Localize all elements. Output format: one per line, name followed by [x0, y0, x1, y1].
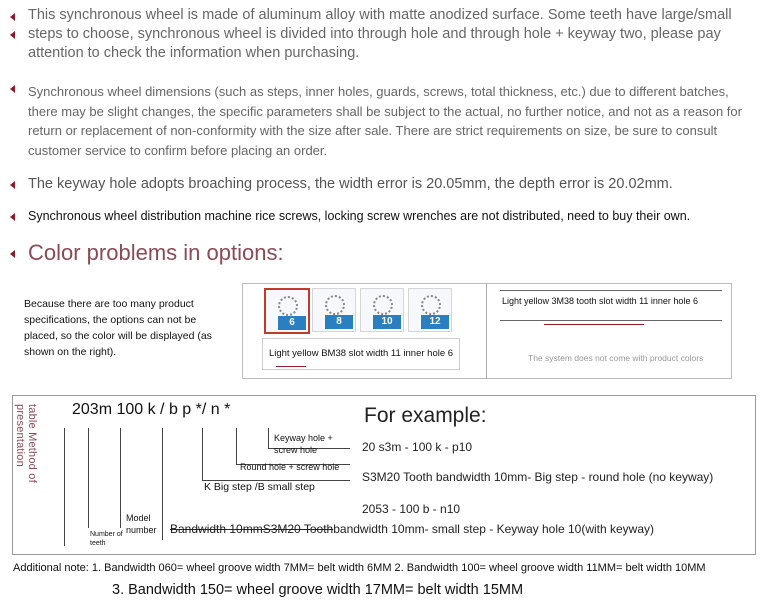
gear-icon: [278, 296, 298, 316]
table-vertical-label: table Method of presentation: [14, 404, 38, 483]
gear-icon: [421, 295, 441, 315]
color-note: Because there are too many product specifications, the options can not be placed, so the color will be displayed (as shown on the right).: [24, 298, 212, 358]
example-heading: For example:: [364, 404, 487, 427]
struck-text: Bandwidth 10mmS3M20 Tooth: [170, 522, 334, 536]
divider-line: [500, 320, 722, 321]
label-step: K Big step /B small step: [204, 481, 315, 493]
thumbnail-badge: 6: [278, 316, 306, 330]
option-thumbnail[interactable]: [360, 288, 404, 332]
example-line: 2053 - 100 b - n10: [362, 502, 461, 516]
thumbnail-badge: 10: [373, 315, 401, 329]
paragraph-screws: Synchronous wheel distribution machine rice screws, locking screw wrenches are not distributed, need to buy their own.: [28, 209, 691, 223]
gear-icon: [325, 295, 345, 315]
bullet-icon: [10, 31, 15, 39]
thumbnail-badge: 12: [421, 315, 449, 329]
additional-note: Additional note: 1. Bandwidth 060= wheel groove width 7MM= belt width 6MM 2. Bandwidth 100= wheel groove width 11MM= belt width 10MM: [13, 562, 706, 574]
bullet-icon: [10, 85, 15, 93]
divider: [486, 283, 487, 379]
bracket-line: [268, 428, 269, 448]
label-round-hole: Round hole + screw hole: [240, 462, 340, 472]
bracket-line: [88, 428, 89, 528]
option-thumbnail[interactable]: [312, 288, 356, 332]
option-chip-right: Light yellow 3M38 tooth slot width 11 inner hole 6: [502, 296, 698, 306]
thumbnail-badge: 8: [325, 315, 353, 329]
bracket-line: [64, 428, 65, 546]
bracket-line: [202, 428, 203, 480]
bullet-icon: [10, 13, 15, 21]
bracket-line: [162, 428, 163, 540]
example-line-bottom: [170, 522, 654, 536]
bracket-line: [120, 428, 121, 528]
pointer-line: [544, 324, 644, 325]
label-keyway: Keyway hole + screw hole: [274, 433, 333, 455]
paragraph-keyway: The keyway hole adopts broaching process, the width error is 20.05mm, the depth error is 20.02mm.: [28, 176, 673, 192]
divider-line: [500, 290, 722, 291]
label-model: Model number: [126, 513, 157, 535]
option-thumbnail[interactable]: [408, 288, 452, 332]
gear-icon: [373, 295, 393, 315]
option-chip-left[interactable]: Light yellow BM38 slot width 11 inner hole 6: [262, 338, 460, 370]
bracket-line: [236, 428, 237, 464]
label-teeth: Number of teeth: [90, 531, 123, 547]
bullet-icon: [10, 250, 15, 258]
bullet-icon: [10, 181, 15, 189]
section-heading: Color problems in options:: [28, 240, 284, 265]
underline: [276, 366, 306, 367]
additional-note-3: 3. Bandwidth 150= wheel groove width 17MM= belt width 15MM: [112, 582, 524, 598]
model-formula: 203m 100 k / b p */ n *: [72, 401, 231, 418]
example-line: 20 s3m - 100 k - p10: [362, 440, 473, 454]
paragraph-material: This synchronous wheel is made of aluminum alloy with matte anodized surface. Some teeth have large/small steps to choose, synchronous wheel is divided into through hole and through hole + keyway two, please pay attention to check the information when purchasing.: [28, 7, 732, 61]
example-text: bandwidth 10mm- small step - Keyway hole 10(with keyway): [333, 522, 655, 536]
option-thumbnail[interactable]: [264, 288, 310, 334]
example-line: S3M20 Tooth bandwidth 10mm- Big step - round hole (no keyway): [362, 470, 714, 484]
system-note: The system does not come with product colors: [528, 353, 704, 363]
bullet-icon: [10, 213, 15, 221]
paragraph-dimensions: Synchronous wheel dimensions (such as steps, inner holes, guards, screws, total thickness, etc.) due to different batches, there may be slight changes, the specific parameters shall be subject to the actual, no further notice, and not as a reason for return or replacement of non-conformity with the size after sale. There are strict requirements on size, be sure to consult customer service to confirm before placing an order.: [28, 84, 742, 158]
